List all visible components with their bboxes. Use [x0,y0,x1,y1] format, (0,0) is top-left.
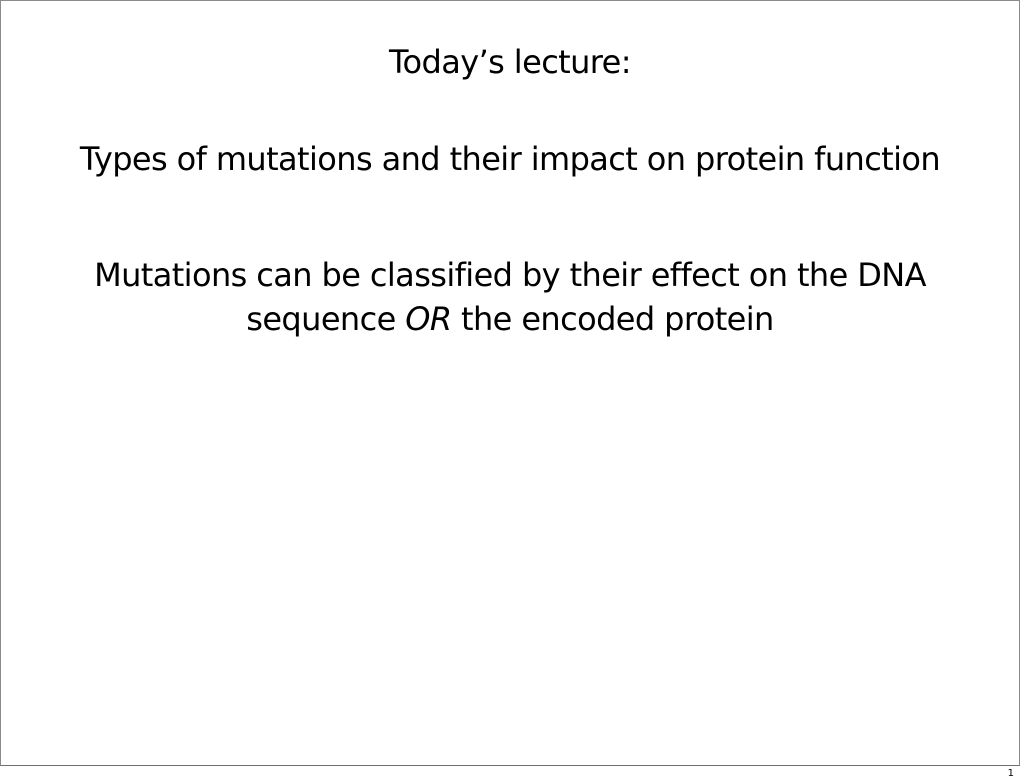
classification-statement [1,253,1019,341]
classification-line-1: Mutations can be classified by their effect on the DNA [94,256,926,294]
classification-line-2-end: the encoded protein [451,300,774,338]
slide-title: Today’s lecture: [389,43,631,81]
classification-line-2-start: sequence [246,300,406,338]
page-number: 1 [1007,768,1014,779]
lecture-topic: Types of mutations and their impact on protein function [79,140,941,178]
classification-line-2 [1,297,1019,341]
emphasized-or: OR [405,300,452,338]
